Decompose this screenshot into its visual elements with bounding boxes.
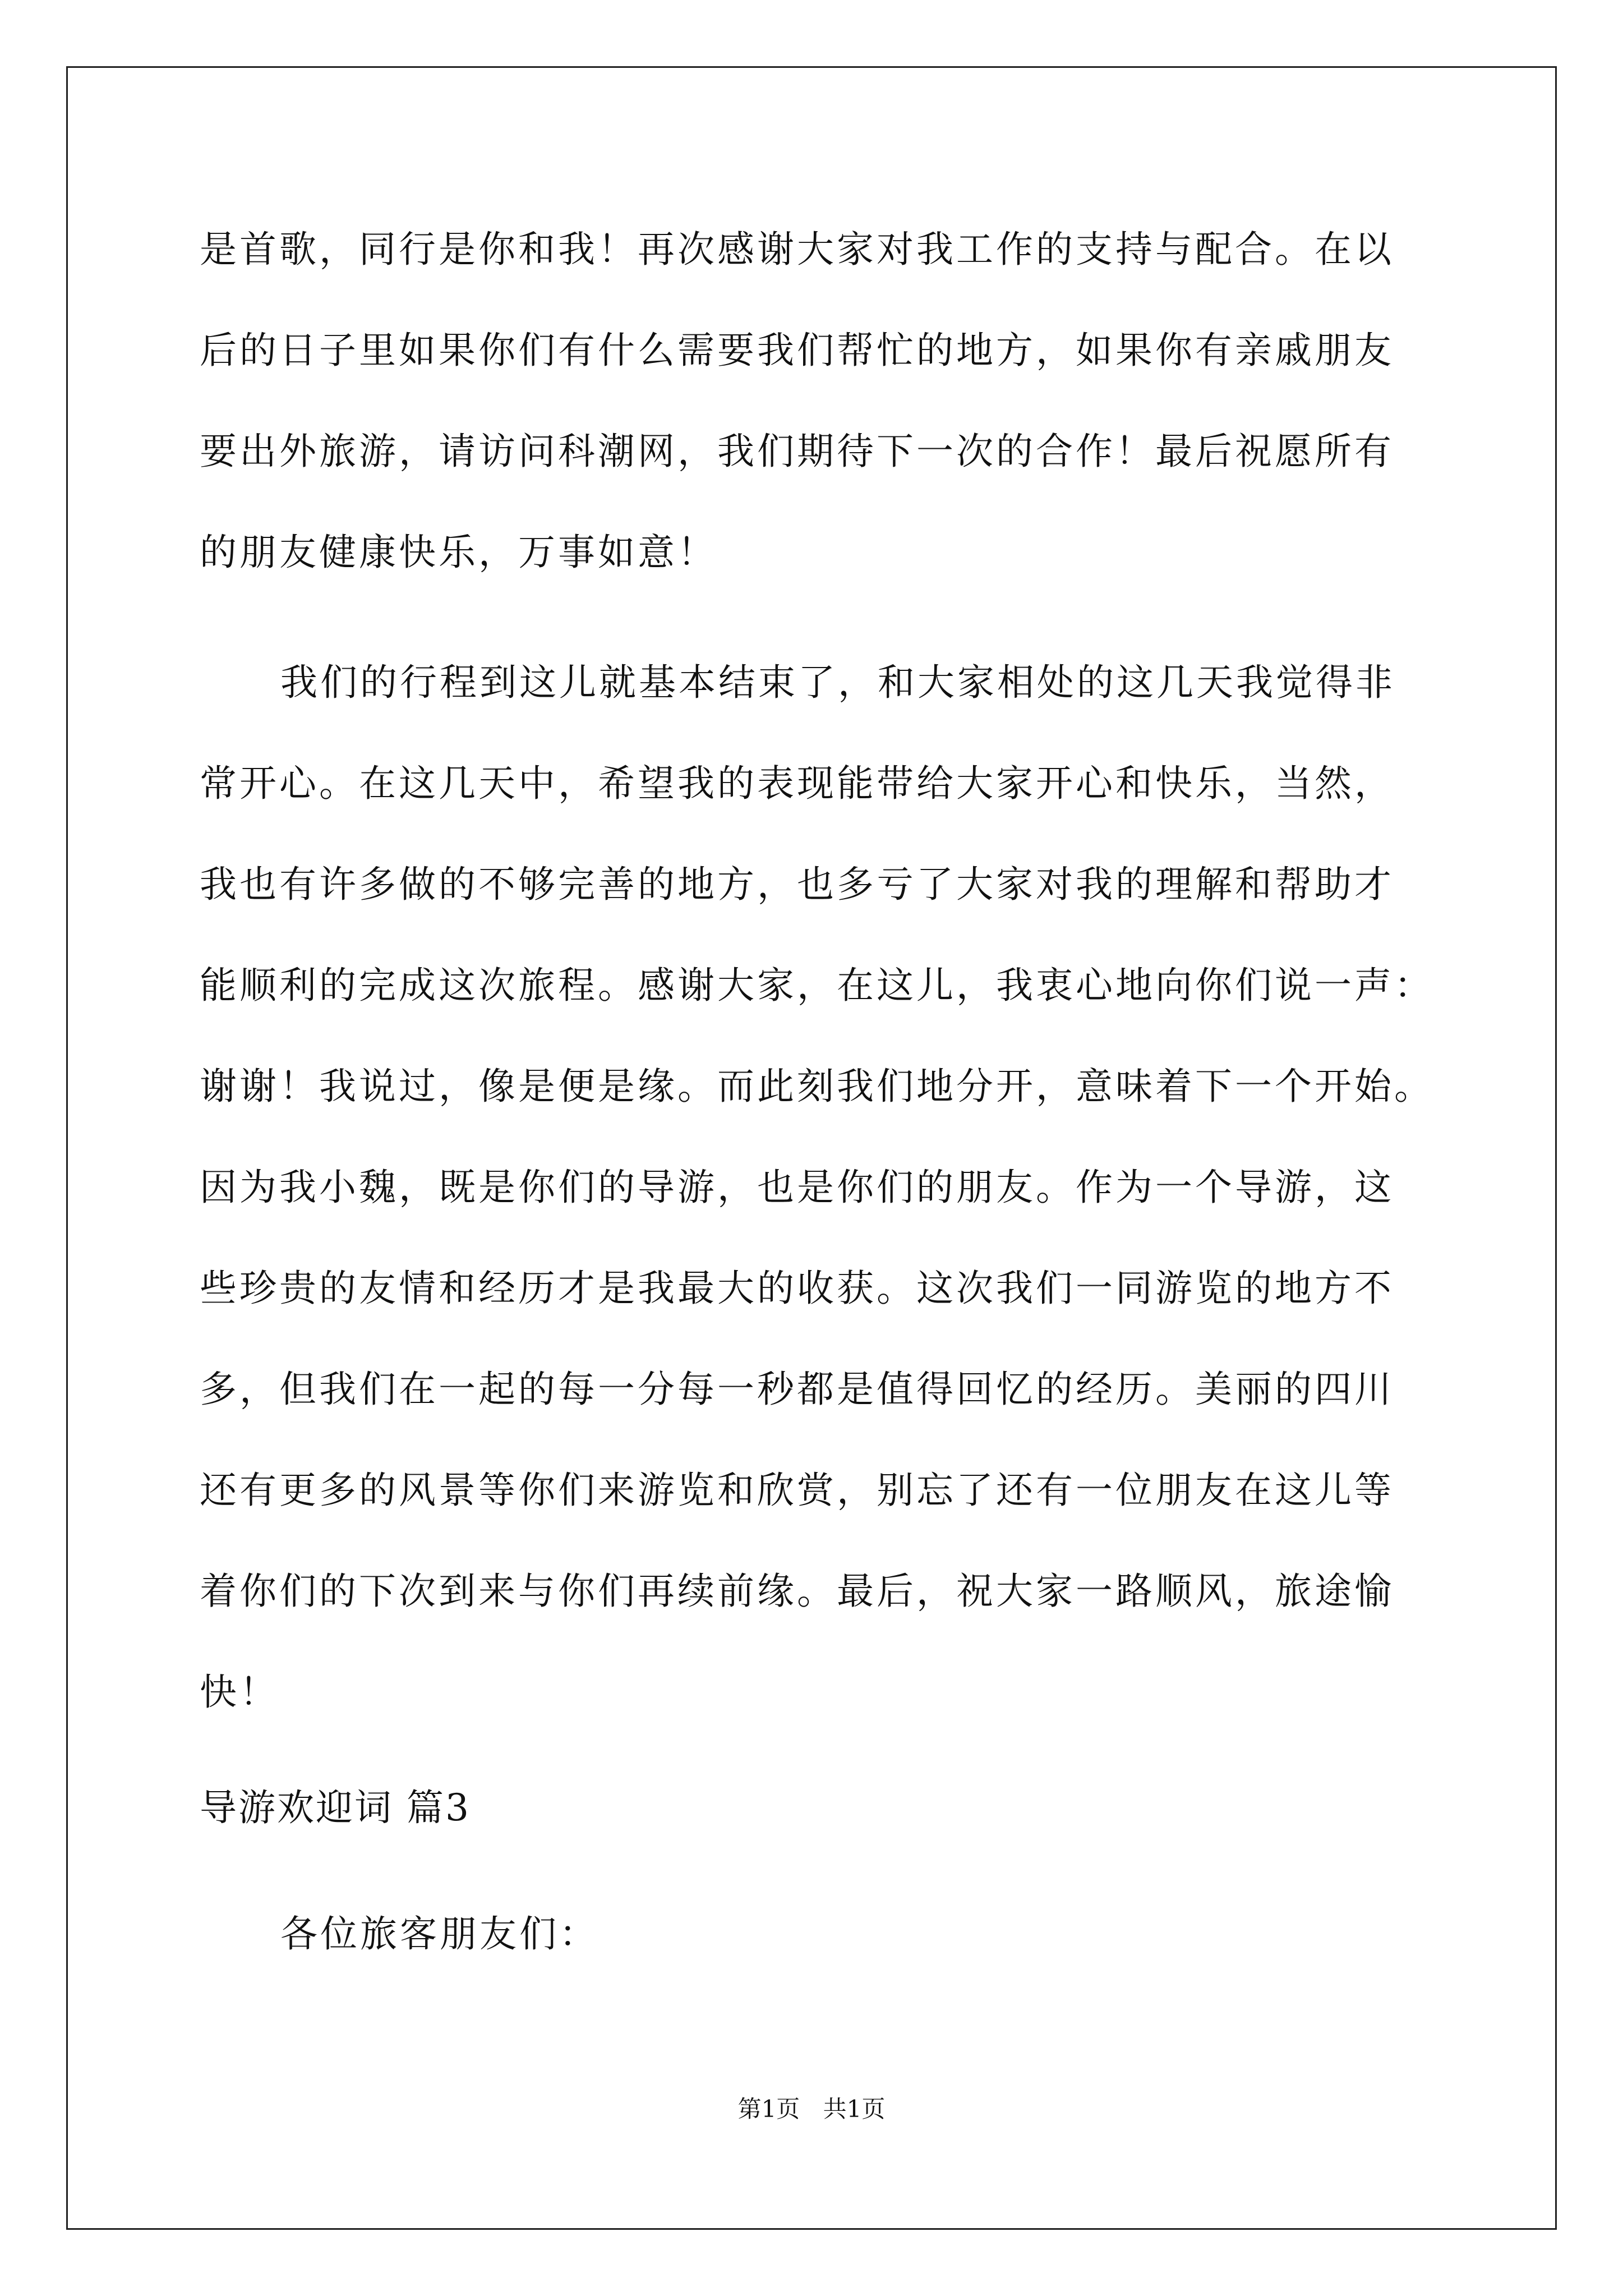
text-line: 能顺利的完成这次旅程。感谢大家，在这儿，我衷心地向你们说一声： bbox=[200, 964, 1434, 1007]
page-footer bbox=[0, 2095, 1623, 2123]
text-line: 因为我小魏，既是你们的导游，也是你们的朋友。作为一个导游，这 bbox=[200, 1166, 1394, 1209]
page-total: 共1页 bbox=[823, 2095, 886, 2123]
text-line: 还有更多的风景等你们来游览和欣赏，别忘了还有一位朋友在这儿等 bbox=[200, 1469, 1394, 1512]
text-line: 着你们的下次到来与你们再续前缘。最后，祝大家一路顺风，旅途愉 bbox=[200, 1570, 1394, 1613]
text-line: 后的日子里如果你们有什么需要我们帮忙的地方，如果你有亲戚朋友 bbox=[200, 329, 1394, 372]
text-line: 谢谢！我说过，像是便是缘。而此刻我们地分开，意味着下一个开始。 bbox=[200, 1065, 1434, 1108]
text-line: 些珍贵的友情和经历才是我最大的收获。这次我们一同游览的地方不 bbox=[200, 1267, 1394, 1310]
text-line: 常开心。在这几天中，希望我的表现能带给大家开心和快乐，当然， bbox=[200, 762, 1394, 805]
text-line: 要出外旅游，请访问科潮网，我们期待下一次的合作！最后祝愿所有 bbox=[200, 430, 1394, 473]
page-border bbox=[66, 66, 1557, 2230]
section-heading: 导游欢迎词 篇3 bbox=[200, 1786, 471, 1829]
text-line: 的朋友健康快乐，万事如意！ bbox=[200, 531, 717, 574]
greeting-line: 各位旅客朋友们： bbox=[280, 1912, 599, 1955]
text-line: 快！ bbox=[200, 1671, 279, 1714]
text-line: 是首歌，同行是你和我！再次感谢大家对我工作的支持与配合。在以 bbox=[200, 228, 1394, 271]
page-number: 第1页 bbox=[737, 2095, 800, 2123]
text-line: 我也有许多做的不够完善的地方，也多亏了大家对我的理解和帮助才 bbox=[200, 863, 1394, 906]
paragraph-first-line: 我们的行程到这儿就基本结束了，和大家相处的这几天我觉得非 bbox=[280, 661, 1395, 704]
text-line: 多，但我们在一起的每一分每一秒都是值得回忆的经历。美丽的四川 bbox=[200, 1368, 1394, 1411]
